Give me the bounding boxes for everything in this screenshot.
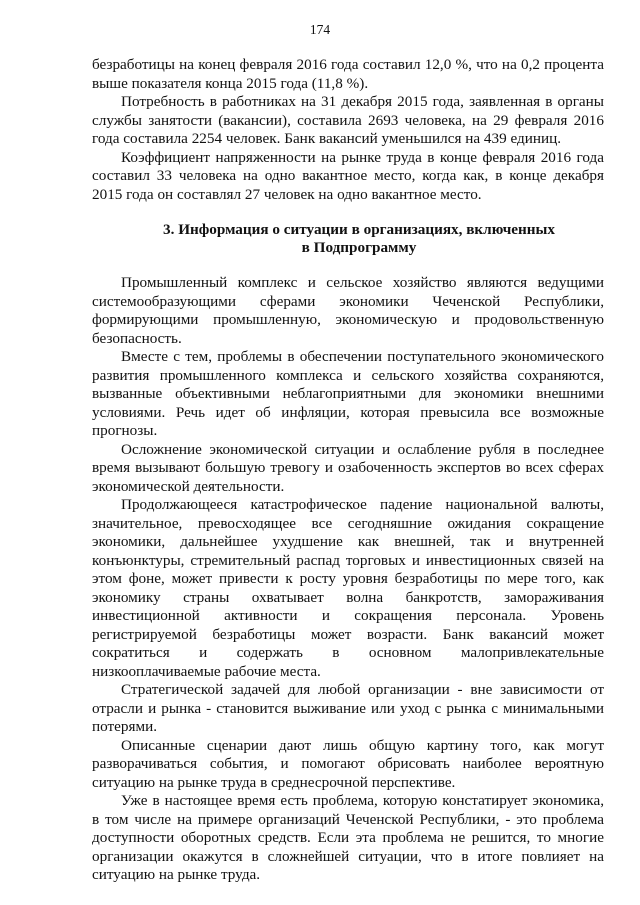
paragraph: Потребность в работниках на 31 декабря 2015 года, заявленная в органы службы занятости (вакансии), составила 2693 человека, на 29 февраля 2016 года составила 2254 человек. Банк вакансий уменьшился на 439 единиц.: [92, 93, 604, 147]
page-number: 174: [309, 22, 331, 37]
section-heading-line: в Подпрограмму: [301, 239, 417, 256]
page-content: [92, 56, 604, 885]
paragraph: Коэффициент напряженности на рынке труда в конце февраля 2016 года составил 33 человека на одно вакантное место, когда как, в конце декабря 2015 года он составлял 27 человек на одно вакантное место.: [92, 148, 604, 203]
section-heading-line: 3. Информация о ситуации в организациях, включенных: [163, 221, 555, 238]
paragraph: безработицы на конец февраля 2016 года составил 12,0 %, что на 0,2 процента выше показателя конца 2015 года (11,8 %).: [92, 56, 604, 92]
paragraph: Стратегической задачей для любой организации - вне зависимости от отрасли и рынка - становится выживание или уход с рынка с минимальными потерями.: [92, 681, 604, 735]
paragraph: Осложнение экономической ситуации и ослабление рубля в последнее время вызывают большую тревогу и озабоченность экспертов во всех сферах экономической деятельности.: [92, 440, 604, 495]
section-heading: [92, 221, 604, 257]
paragraph: Уже в настоящее время есть проблема, которую констатирует экономика, в том числе на примере организаций Чеченской Республики, - это проблема доступности оборотных средств. Если эта проблема не решится, то многие организации окажутся в сложнейшей ситуации, что в итоге повлияет на ситуацию на рынке труда.: [92, 792, 604, 883]
paragraph: Промышленный комплекс и сельское хозяйство являются ведущими системообразующими сферами экономики Чеченской Республики, формирующими промышленную, экономическую и продовольственную безопасность.: [92, 274, 604, 347]
paragraph: Вместе с тем, проблемы в обеспечении поступательного экономического развития промышленного комплекса и сельского хозяйства сохраняются, вызванные объективными неблагоприятными для экономики внешними условиями. Речь идет об инфляции, которая превысила все возможные прогнозы.: [92, 348, 604, 439]
paragraph: Продолжающееся катастрофическое падение национальной валюты, значительное, превосходящее все сегодняшние ожидания сокращение экономики, дальнейшее ухудшение как внешней, так и внутренней конъюнктуры, стремительный распад торговых и инвестиционных связей на этом фоне, может привести к росту уровня безработицы по мере того, как экономику страны охватывает волна банкротств, замораживания инвестиционной активности и сокращения персонала. Уровень регистрируемой безработицы может возрасти. Банк вакансий может сократиться и содержать в основном малопривлекательные низкооплачиваемые рабочие места.: [92, 496, 604, 680]
paragraph: Описанные сценарии дают лишь общую картину того, как могут разворачиваться события, и помогают обрисовать наиболее вероятную ситуацию на рынке труда в среднесрочной перспективе.: [92, 736, 604, 791]
